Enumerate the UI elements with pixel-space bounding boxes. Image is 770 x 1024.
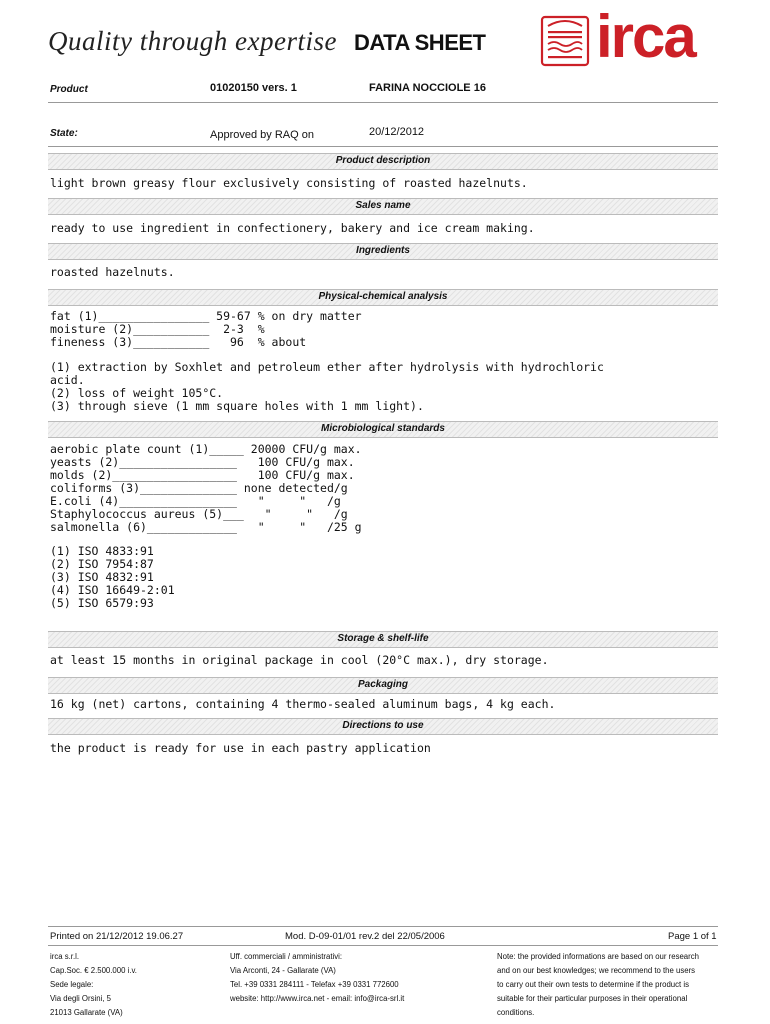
office-info bbox=[230, 950, 404, 1006]
ingredients-text: roasted hazelnuts. bbox=[50, 265, 175, 279]
disclaimer-note bbox=[497, 950, 719, 1020]
note-line: conditions. bbox=[497, 1008, 535, 1017]
section-header-storage bbox=[48, 631, 718, 648]
footer-divider bbox=[48, 926, 718, 927]
section-title: Storage & shelf-life bbox=[337, 633, 429, 644]
divider bbox=[48, 146, 718, 147]
packaging-text: 16 kg (net) cartons, containing 4 thermo-sealed aluminum bags, 4 kg each. bbox=[50, 697, 556, 711]
product-label: Product bbox=[50, 84, 88, 95]
sales-name-text: ready to use ingredient in confectionery, bakery and ice cream making. bbox=[50, 221, 535, 235]
product-name: FARINA NOCCIOLE 16 bbox=[369, 82, 486, 94]
office-line: Tel. +39 0331 284111 - Telefax +39 0331 772600 bbox=[230, 980, 399, 989]
company-line: irca s.r.l. bbox=[50, 952, 80, 961]
micro-notes: (1) ISO 4833:91 (2) ISO 7954:87 (3) ISO 4832:91 (4) ISO 16649-2:01 (5) ISO 6579:93 bbox=[50, 544, 175, 610]
tagline: Quality through expertise bbox=[48, 26, 337, 56]
section-title: Product description bbox=[335, 155, 431, 166]
irca-logo bbox=[540, 3, 720, 70]
section-header-micro bbox=[48, 421, 718, 438]
company-line: Via degli Orsini, 5 bbox=[50, 994, 111, 1003]
note-line: suitable for their particular purposes in their operational bbox=[497, 994, 688, 1003]
company-line: Cap.Soc. € 2.500.000 i.v. bbox=[50, 966, 137, 975]
note-line: and on our best knowledges; we recommend to the users bbox=[497, 966, 696, 975]
section-header-packaging bbox=[48, 677, 718, 694]
divider bbox=[48, 102, 718, 103]
section-title: Directions to use bbox=[342, 720, 424, 731]
storage-text: at least 15 months in original package in cool (20°C max.), dry storage. bbox=[50, 653, 549, 667]
section-header-sales-name bbox=[48, 198, 718, 215]
state-label: State: bbox=[50, 128, 78, 139]
printed-date: Printed on 21/12/2012 19.06.27 bbox=[50, 931, 184, 942]
logo-wordmark: irca bbox=[596, 3, 695, 70]
office-line: Via Arconti, 24 - Gallarate (VA) bbox=[230, 966, 336, 975]
company-line: 21013 Gallarate (VA) bbox=[50, 1008, 123, 1017]
company-info bbox=[50, 950, 137, 1020]
approval-text: Approved by RAQ on bbox=[210, 129, 314, 141]
approval-date: 20/12/2012 bbox=[369, 126, 425, 138]
micro-rows: aerobic plate count (1)_____ 20000 CFU/g max. yeasts (2)_________________ 100 CFU/g max. molds (2)__________________ 100 CFU/g max. coliforms (3)______________ none detected/g E.coli (4)_________________ " " /g Staphylococcus aureus (5)___ " " /g salmonella (6)_____________ " " /25 g bbox=[50, 442, 362, 534]
footer-divider bbox=[48, 945, 718, 946]
section-title: Sales name bbox=[355, 200, 411, 211]
section-header-physchem bbox=[48, 289, 718, 306]
company-line: Sede legale: bbox=[50, 980, 94, 989]
section-title: Ingredients bbox=[356, 245, 410, 256]
office-line: Uff. commerciali / amministrativi: bbox=[230, 952, 343, 961]
section-title: Packaging bbox=[357, 679, 409, 690]
section-title: Microbiological standards bbox=[321, 423, 445, 434]
module-code: Mod. D-09-01/01 rev.2 del 22/05/2006 bbox=[285, 931, 445, 942]
note-line: Note: the provided informations are based on our research bbox=[497, 952, 699, 961]
description-text: light brown greasy flour exclusively consisting of roasted hazelnuts. bbox=[50, 176, 528, 190]
product-code: 01020150 vers. 1 bbox=[210, 82, 297, 94]
office-line: website: http://www.irca.net - email: info@irca-srl.it bbox=[230, 994, 405, 1003]
document-title: DATA SHEET bbox=[354, 30, 486, 55]
note-line: to carry out their own tests to determine if the product is bbox=[497, 980, 689, 989]
section-header-ingredients bbox=[48, 243, 718, 260]
physchem-notes: (1) extraction by Soxhlet and petroleum ether after hydrolysis with hydrochloric acid. (2) loss of weight 105°C. (3) through sieve (1 mm square holes with 1 mm light). bbox=[50, 360, 604, 413]
section-header-description bbox=[48, 153, 718, 170]
physchem-rows: fat (1)________________ 59-67 % on dry matter moisture (2)___________ 2-3 % fineness (3)___________ 96 % about bbox=[50, 309, 362, 349]
page-number: Page 1 of 1 bbox=[668, 931, 717, 942]
section-header-directions bbox=[48, 718, 718, 735]
section-title: Physical-chemical analysis bbox=[318, 291, 448, 302]
directions-text: the product is ready for use in each pastry application bbox=[50, 741, 431, 755]
